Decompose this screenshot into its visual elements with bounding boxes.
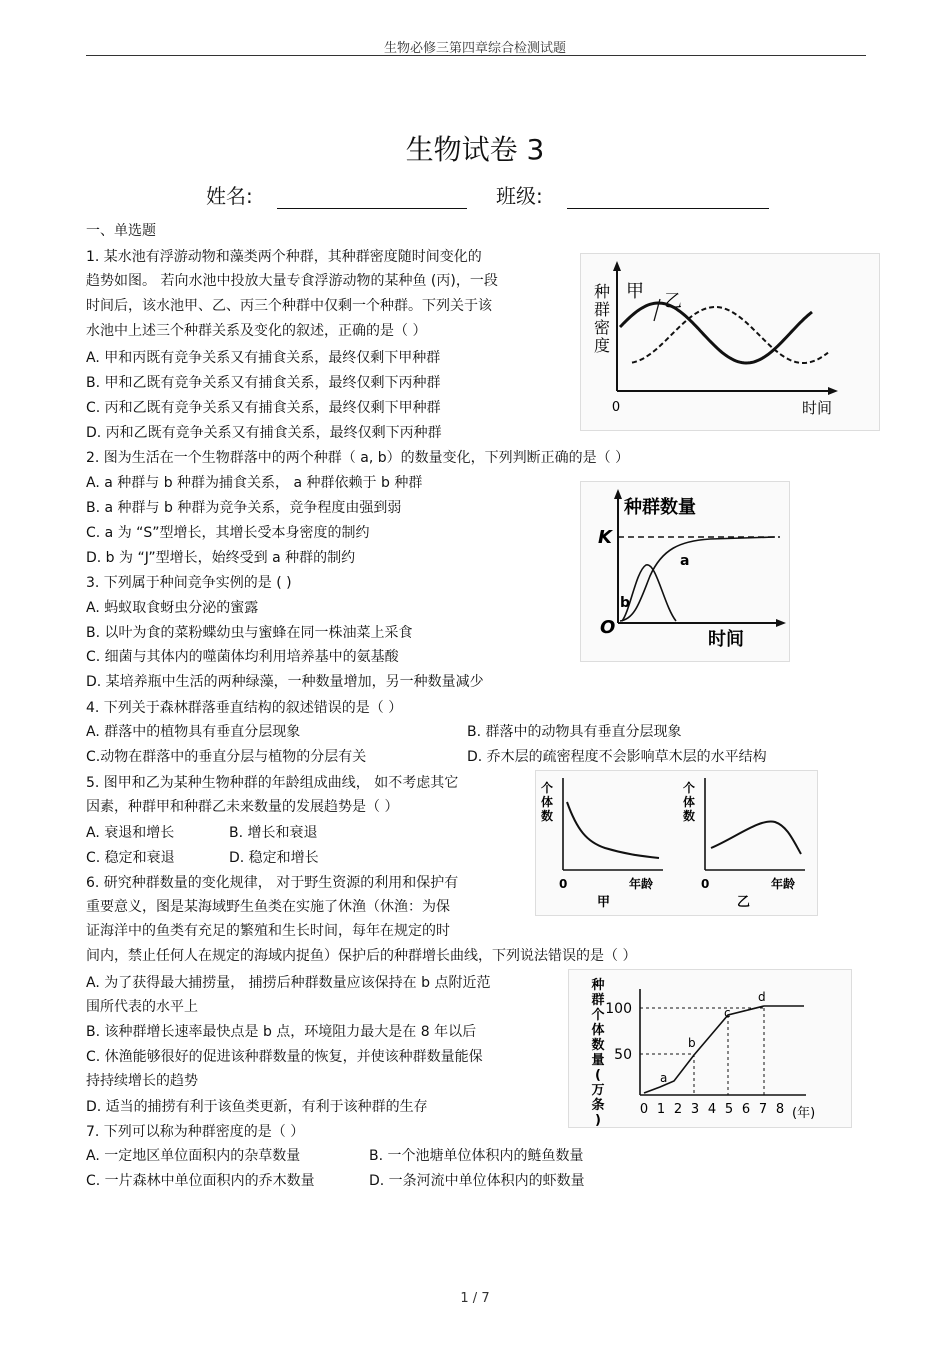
y-label-char: 数 xyxy=(591,1038,605,1053)
x-tick-label: 5 xyxy=(724,1102,734,1117)
name-field-row xyxy=(206,180,467,209)
y-label-left: 个 xyxy=(541,781,554,795)
y-label-char: 量 xyxy=(591,1053,605,1068)
x-label-right: 年龄 xyxy=(771,877,796,891)
y-label-char: ( xyxy=(595,1068,601,1083)
y-label-char: 种 xyxy=(591,978,605,993)
x-tick-label: 2 xyxy=(673,1102,683,1117)
y-label-char: 条 xyxy=(591,1098,605,1113)
q6-option-c-cont[interactable]: 持持续增长的趋势 xyxy=(86,1073,198,1089)
q6-option-a-cont[interactable]: 围所代表的水平上 xyxy=(86,999,198,1015)
name-label: 姓名: xyxy=(206,184,253,208)
q5-option-a[interactable]: A. 衰退和增长 xyxy=(86,825,175,841)
y-label-right: 体 xyxy=(683,795,696,809)
caption-right: 乙 xyxy=(737,895,751,910)
q1-option-a[interactable]: A. 甲和丙既有竞争关系又有捕食关系，最终仅剩下甲种群 xyxy=(86,350,441,366)
q5-option-c[interactable]: C. 稳定和衰退 xyxy=(86,850,175,866)
q2-option-a[interactable]: A. a 种群与 b 种群为捕食关系， a 种群依赖于 b 种群 xyxy=(86,475,423,491)
q5-stem-line: 因素，种群甲和种群乙未来数量的发展趋势是（ ） xyxy=(86,799,399,815)
y-label-char: 体 xyxy=(591,1023,605,1038)
x-tick-label: 8 xyxy=(775,1102,785,1117)
origin-label: O xyxy=(600,617,616,638)
running-header: 生物必修三第四章综合检测试题 xyxy=(383,41,566,56)
y-tick-label: 100 xyxy=(605,1001,632,1017)
q6-option-d[interactable]: D. 适当的捕捞有利于该鱼类更新，有利于该种群的生存 xyxy=(86,1099,428,1115)
figure-age-structure xyxy=(535,770,818,916)
q4-option-b[interactable]: B. 群落中的动物具有垂直分层现象 xyxy=(467,724,682,740)
paper-title: 生物试卷 3 xyxy=(405,133,545,166)
x-tick-labels xyxy=(640,1102,784,1117)
q1-stem-line: 趋势如图。 若向水池中投放大量专食浮游动物的某种鱼 (丙)，一段 xyxy=(86,273,498,289)
q7-stem: 7. 下列可以称为种群密度的是（ ） xyxy=(86,1124,305,1140)
point-c-label: c xyxy=(724,1006,731,1020)
q7-option-d[interactable]: D. 一条河流中单位体积内的虾数量 xyxy=(369,1173,585,1189)
section-title: 一、单选题 xyxy=(86,223,156,239)
y-label-char: 群 xyxy=(591,993,605,1008)
q1-stem-line: 水池中上述三个种群关系及变化的叙述，正确的是（ ） xyxy=(86,323,427,339)
q3-option-c[interactable]: C. 细菌与其体内的噬菌体均利用培养基中的氨基酸 xyxy=(86,649,399,665)
x-tick-label: 6 xyxy=(741,1102,751,1117)
y-label-char: ) xyxy=(595,1113,601,1128)
y-label-char: 个 xyxy=(591,1008,605,1023)
origin-right: 0 xyxy=(701,877,710,891)
y-label-char: 种 xyxy=(593,282,611,301)
x-label-left: 年龄 xyxy=(629,877,654,891)
q1-stem-line: 1. 某水池有浮游动物和藻类两个种群，其种群密度随时间变化的 xyxy=(86,249,482,265)
page-number: 1 / 7 xyxy=(460,1291,490,1306)
name-blank[interactable] xyxy=(277,186,467,209)
y-axis-label xyxy=(590,977,605,1128)
q6-stem-line: 间内，禁止任何人在规定的海域内捉鱼）保护后的种群增长曲线，下列说法错误的是（ ） xyxy=(86,948,637,964)
y-tick-label: 50 xyxy=(614,1047,632,1063)
series-label-yi: 乙 xyxy=(664,291,682,312)
y-label-right: 数 xyxy=(683,809,696,823)
x-tick-label: 3 xyxy=(690,1102,700,1117)
x-axis-label: 时间 xyxy=(708,629,744,650)
q4-stem: 4. 下列关于森林群落垂直结构的叙述错误的是（ ） xyxy=(86,700,403,716)
class-blank[interactable] xyxy=(567,186,769,209)
q7-option-b[interactable]: B. 一个池塘单位体积内的鲢鱼数量 xyxy=(369,1148,584,1164)
q3-option-b[interactable]: B. 以叶为食的菜粉蝶幼虫与蜜蜂在同一株油菜上采食 xyxy=(86,625,413,641)
y-label-char: 万 xyxy=(591,1083,605,1098)
point-a-label: a xyxy=(660,1071,668,1085)
y-axis-label: 种群数量 xyxy=(624,497,696,518)
y-label-left: 体 xyxy=(541,795,554,809)
y-label-right: 个 xyxy=(683,781,696,795)
x-axis-label: 时间 xyxy=(802,399,833,417)
figure-population-density xyxy=(580,253,880,431)
y-label-char: 密 xyxy=(593,318,611,337)
q1-option-d[interactable]: D. 丙和乙既有竞争关系又有捕食关系，最终仅剩下丙种群 xyxy=(86,425,442,441)
point-b-label: b xyxy=(688,1036,696,1050)
q2-option-c[interactable]: C. a 为 “S”型增长，其增长受本身密度的制约 xyxy=(86,525,370,541)
q2-option-d[interactable]: D. b 为 “J”型增长，始终受到 a 种群的制约 xyxy=(86,550,356,566)
q4-option-d[interactable]: D. 乔木层的疏密程度不会影响草木层的水平结构 xyxy=(467,749,767,765)
x-tick-label: 1 xyxy=(656,1102,666,1117)
q5-option-d[interactable]: D. 稳定和增长 xyxy=(229,850,319,866)
q6-stem-line: 重要意义，图是某海域野生鱼类在实施了休渔（休渔：为保 xyxy=(86,899,450,915)
q1-option-c[interactable]: C. 丙和乙既有竞争关系又有捕食关系，最终仅剩下甲种群 xyxy=(86,400,441,416)
header-rule xyxy=(86,55,866,56)
y-label-char: 度 xyxy=(593,336,611,355)
k-label: K xyxy=(598,527,612,548)
x-tick-label: 7 xyxy=(758,1102,768,1117)
class-label: 班级: xyxy=(496,184,543,208)
q3-option-d[interactable]: D. 某培养瓶中生活的两种绿藻，一种数量增加，另一种数量减少 xyxy=(86,674,484,690)
caption-left: 甲 xyxy=(597,895,611,910)
q7-option-a[interactable]: A. 一定地区单位面积内的杂草数量 xyxy=(86,1148,301,1164)
q2-stem: 2. 图为生活在一个生物群落中的两个种群（ a, b）的数量变化，下列判断正确的是（ ） xyxy=(86,450,630,466)
q6-option-a[interactable]: A. 为了获得最大捕捞量， 捕捞后种群数量应该保持在 b 点附近范 xyxy=(86,975,491,991)
q6-stem-line: 6. 研究种群数量的变化规律， 对于野生资源的利用和保护有 xyxy=(86,875,459,891)
x-tick-label: 0 xyxy=(639,1102,649,1117)
q1-stem-line: 时间后，该水池甲、乙、丙三个种群中仅剩一个种群。下列关于该 xyxy=(86,298,492,314)
q1-option-b[interactable]: B. 甲和乙既有竞争关系又有捕食关系，最终仅剩下丙种群 xyxy=(86,375,441,391)
q3-option-a[interactable]: A. 蚂蚁取食蚜虫分泌的蜜露 xyxy=(86,600,259,616)
figure-frame xyxy=(536,771,818,916)
q3-stem: 3. 下列属于种间竞争实例的是 ( ) xyxy=(86,575,292,591)
q6-option-b[interactable]: B. 该种群增长速率最快点是 b 点，环境阻力最大是在 8 年以后 xyxy=(86,1024,477,1040)
class-field-row xyxy=(496,180,769,209)
q4-option-c[interactable]: C.动物在群落中的垂直分层与植物的分层有关 xyxy=(86,749,367,765)
q7-option-c[interactable]: C. 一片森林中单位面积内的乔木数量 xyxy=(86,1173,315,1189)
q6-stem-line: 证海洋中的鱼类有充足的繁殖和生长时间，每年在规定的时 xyxy=(86,923,450,939)
q5-option-b[interactable]: B. 增长和衰退 xyxy=(229,825,318,841)
figure-fish-growth xyxy=(568,969,852,1128)
series-label-jia: 甲 xyxy=(626,281,644,302)
q2-option-b[interactable]: B. a 种群与 b 种群为竞争关系，竞争程度由强到弱 xyxy=(86,500,402,516)
q5-stem-line: 5. 图甲和乙为某种生物种群的年龄组成曲线， 如不考虑其它 xyxy=(86,775,459,791)
curve-a-label: a xyxy=(680,553,690,569)
x-tick-label: 4 xyxy=(707,1102,717,1117)
origin-label: 0 xyxy=(611,400,621,415)
y-label-left: 数 xyxy=(541,809,554,823)
curve-b-label: b xyxy=(620,595,631,611)
q6-option-c[interactable]: C. 休渔能够很好的促进该种群数量的恢复，并使该种群数量能保 xyxy=(86,1049,483,1065)
x-unit-label: (年) xyxy=(792,1106,816,1121)
figure-population-number xyxy=(580,481,790,662)
q4-option-a[interactable]: A. 群落中的植物具有垂直分层现象 xyxy=(86,724,301,740)
origin-left: 0 xyxy=(559,877,568,891)
y-label-char: 群 xyxy=(593,300,611,319)
point-d-label: d xyxy=(758,990,766,1004)
